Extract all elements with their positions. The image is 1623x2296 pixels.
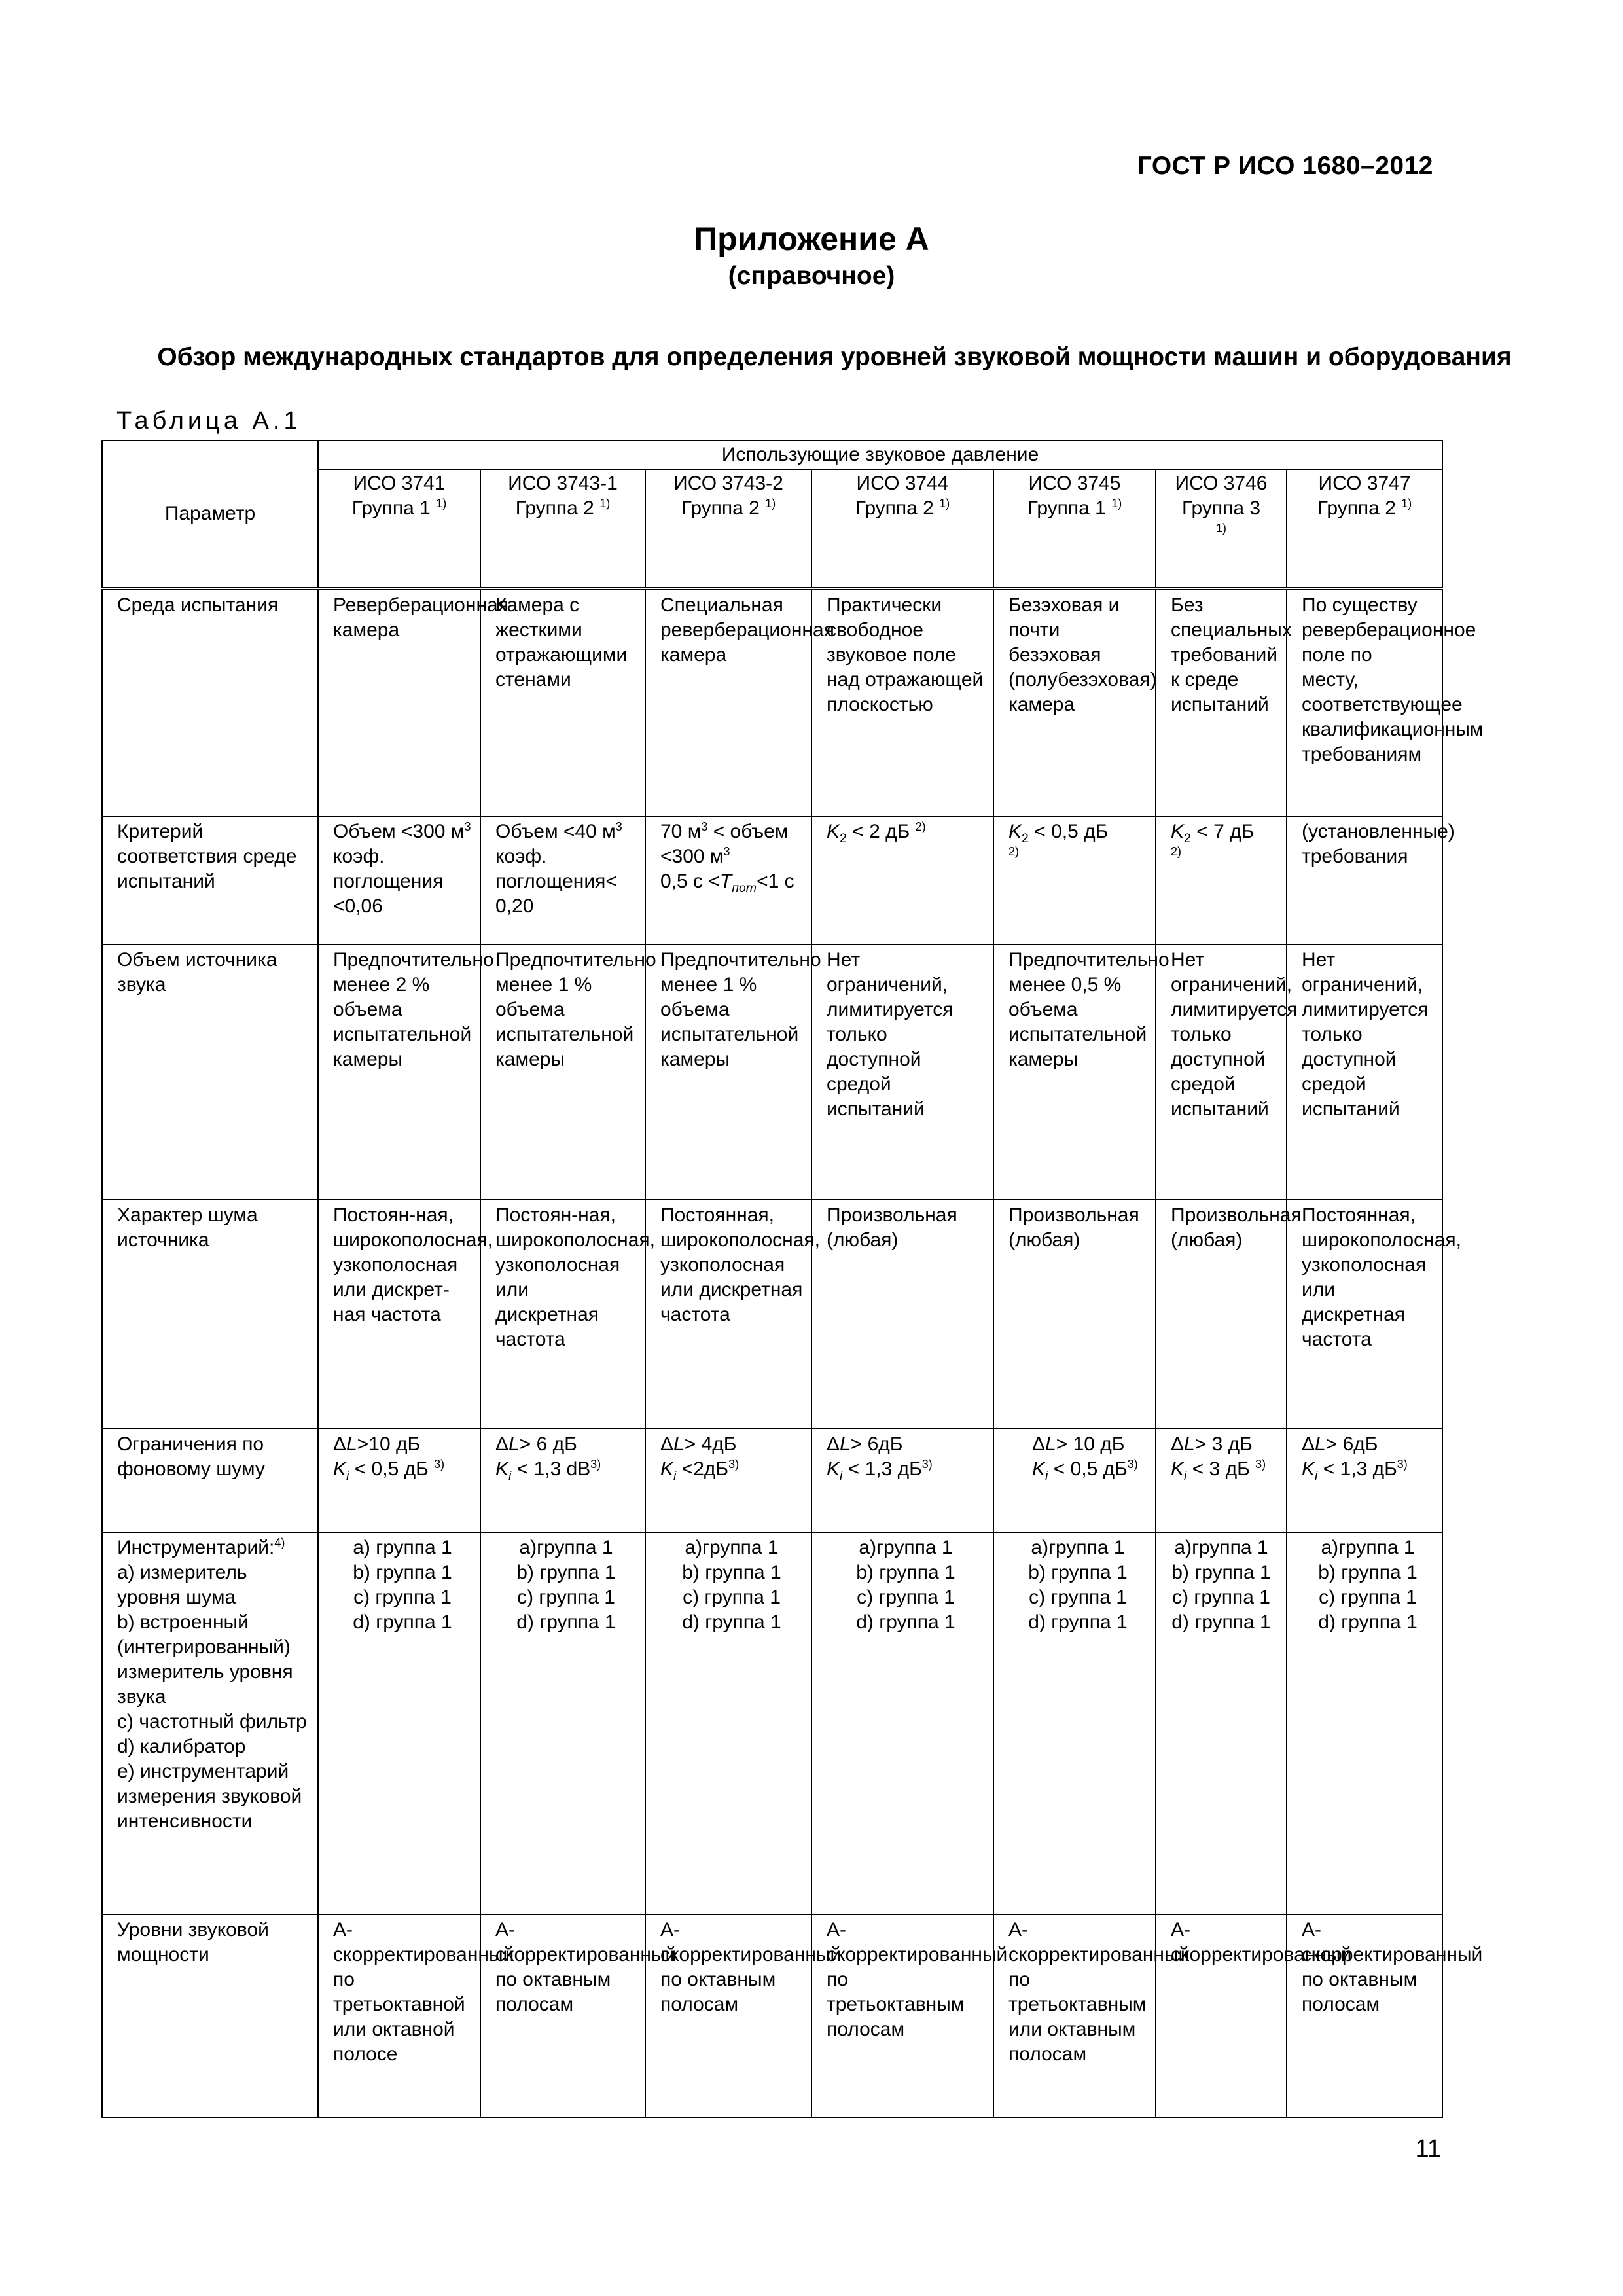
cell-text: > 4дБ [684, 1433, 737, 1455]
cell-text: а)группа 1 [519, 1537, 613, 1558]
superscript: 3 [464, 820, 471, 833]
std-name: ИСО 3743-2 [673, 473, 783, 494]
cell-text: >10 дБ [357, 1433, 421, 1455]
table-label: Таблица А.1 [116, 407, 302, 435]
cell-text: с) группа 1 [683, 1587, 781, 1608]
subscript: i [673, 1469, 677, 1483]
delta-symbol: Δ [1171, 1433, 1185, 1455]
symbol: L [346, 1433, 357, 1455]
symbol: K [1171, 1458, 1185, 1480]
subscript: 2 [1022, 831, 1029, 846]
cell-text: < 0,5 дБ [1028, 821, 1109, 842]
cell-text: < 1,3 дБ [1317, 1458, 1397, 1480]
subscript: i [346, 1469, 349, 1483]
document-code: ГОСТ Р ИСО 1680–2012 [1137, 152, 1433, 180]
table-cell [812, 1429, 993, 1532]
cell-text: b) встроенный (интегрированный) измеритель уровня звука [117, 1611, 293, 1708]
param-cell: Среда испытания [102, 588, 318, 816]
table-cell [318, 1532, 480, 1914]
superscript: 3 [615, 820, 622, 833]
row-instrumentation [102, 1532, 1442, 1914]
symbol: L [840, 1433, 851, 1455]
symbol: L [673, 1433, 685, 1455]
table-cell [480, 1532, 645, 1914]
symbol: K [1032, 1458, 1046, 1480]
cell-text: а) измеритель уровня шума [117, 1562, 247, 1608]
footnote-mark: 2) [1171, 845, 1182, 858]
cell-text: Инструментарий: [117, 1537, 275, 1558]
cell-text: коэф. поглощения <0,06 [333, 846, 444, 917]
table-cell: Постоян-ная, широкополосная, узкополосная или дискретная частота [480, 1200, 645, 1429]
table-cell: Нет ограничений, лимитируется только доступной средой испытаний [1156, 944, 1287, 1200]
footnote-mark: 1) [939, 497, 950, 510]
cell-text: а)группа 1 [685, 1537, 779, 1558]
cell-text: 0,5 с < [660, 870, 720, 892]
std-header-3747 [1287, 469, 1442, 588]
table-cell [318, 1429, 480, 1532]
superscript: 3 [701, 820, 708, 833]
superscript: 3 [723, 845, 730, 858]
table-cell [318, 816, 480, 944]
main-title: Обзор международных стандартов для определения уровней звуковой мощности машин и оборудования [157, 343, 1512, 371]
param-cell: Критерий соответствия среде испытаний [102, 816, 318, 944]
table-cell: Специальная реверберационная камера [645, 588, 812, 816]
std-group: Группа 2 [1317, 497, 1396, 519]
cell-text: < 1,3 дБ [842, 1458, 922, 1480]
header-row-1 [102, 440, 1442, 469]
cell-text: < 7 дБ [1190, 821, 1255, 842]
table-cell: А-скорректированный по октавным полосам [645, 1914, 812, 2117]
row-sound-power-levels [102, 1914, 1442, 2117]
cell-text: d) группа 1 [856, 1611, 955, 1633]
table-cell: Безэховая и почти безэховая (полубезэховая) камера [993, 588, 1156, 816]
std-name: ИСО 3741 [353, 473, 446, 494]
std-group: Группа 1 [1027, 497, 1106, 519]
symbol: T [719, 870, 732, 892]
cell-text: b) группа 1 [856, 1562, 955, 1583]
row-source-volume [102, 944, 1442, 1200]
footnote-mark: 4) [274, 1536, 285, 1549]
cell-text: с) частотный фильтр [117, 1711, 307, 1732]
std-name: ИСО 3743-1 [508, 473, 618, 494]
cell-text: Объем <40 м [495, 821, 616, 842]
table-cell: А-скорректированный по третьоктавной или октавной полосе [318, 1914, 480, 2117]
row-environment-criterion [102, 816, 1442, 944]
symbol: L [1045, 1433, 1056, 1455]
cell-text: е) инструментарий измерения звуковой интенсивности [117, 1761, 302, 1832]
std-group: Группа 3 [1181, 497, 1261, 519]
cell-text: > 6дБ [850, 1433, 903, 1455]
subscript: 2 [1184, 831, 1191, 846]
cell-text: > 6дБ [1325, 1433, 1378, 1455]
footnote-mark: 3) [1127, 1458, 1138, 1471]
cell-text: а)группа 1 [1174, 1537, 1268, 1558]
std-group: Группа 2 [681, 497, 760, 519]
footnote-mark: 3) [1397, 1458, 1408, 1471]
cell-text: < объем <300 м [660, 821, 789, 867]
subscript: i [1184, 1469, 1187, 1483]
table-cell [645, 1429, 812, 1532]
std-name: ИСО 3744 [856, 473, 949, 494]
subscript: i [840, 1469, 843, 1483]
std-header-3746 [1156, 469, 1287, 588]
table-cell [645, 816, 812, 944]
param-cell: Ограничения по фоновому шуму [102, 1429, 318, 1532]
table-cell: Без специальных требований к среде испытаний [1156, 588, 1287, 816]
table-cell [993, 1429, 1156, 1532]
cell-text: b) группа 1 [1028, 1562, 1128, 1583]
cell-text: < 1,3 dB [511, 1458, 591, 1480]
param-cell: Уровни звуковой мощности [102, 1914, 318, 2117]
table-cell: Постоянная, широкополосная, узкополосная или дискретная частота [645, 1200, 812, 1429]
symbol: K [1302, 1458, 1315, 1480]
table-cell: А-скорректированный по третьоктавным или октавным полосам [993, 1914, 1156, 2117]
footnote-mark: 3) [434, 1458, 445, 1471]
footnote-mark: 3) [590, 1458, 601, 1471]
cell-text: с) группа 1 [1319, 1587, 1417, 1608]
cell-text: <2дБ [676, 1458, 729, 1480]
symbol: L [508, 1433, 520, 1455]
std-header-3743-2 [645, 469, 812, 588]
delta-symbol: Δ [660, 1433, 674, 1455]
footnote-mark: 1) [1111, 497, 1122, 510]
symbol: K [827, 1458, 840, 1480]
table-cell: Произвольная (любая) [1156, 1200, 1287, 1429]
table-cell [1287, 1532, 1442, 1914]
footnote-mark: 3) [728, 1458, 740, 1471]
footnote-mark: 1) [765, 497, 776, 510]
table-cell [1156, 1429, 1287, 1532]
cell-text: с) группа 1 [1029, 1587, 1127, 1608]
symbol: L [1184, 1433, 1195, 1455]
symbol: K [827, 821, 840, 842]
cell-text: с) группа 1 [1172, 1587, 1270, 1608]
table-cell [993, 1532, 1156, 1914]
cell-text: <1 с [757, 870, 794, 892]
footnote-mark: 1) [599, 497, 611, 510]
table-cell: Камера с жесткими отражающими стенами [480, 588, 645, 816]
cell-text: < 0,5 дБ [349, 1458, 435, 1480]
page-number: 11 [1415, 2135, 1441, 2162]
cell-text: b) группа 1 [353, 1562, 452, 1583]
std-header-3741 [318, 469, 480, 588]
table-cell: А-скорректированный по третьоктавным полосам [812, 1914, 993, 2117]
table-cell: Нет ограничений, лимитируется только доступной средой испытаний [1287, 944, 1442, 1200]
cell-text: d) группа 1 [682, 1611, 781, 1633]
table-cell [645, 1532, 812, 1914]
cell-text: d) группа 1 [1171, 1611, 1271, 1633]
symbol: L [1315, 1433, 1326, 1455]
annex-subtitle: (справочное) [728, 262, 895, 290]
row-test-environment [102, 588, 1442, 816]
footnote-mark: 2) [1008, 845, 1020, 858]
param-cell: Характер шума источника [102, 1200, 318, 1429]
cell-text: d) группа 1 [353, 1611, 452, 1633]
symbol: K [1008, 821, 1022, 842]
cell-text: Объем <300 м [333, 821, 465, 842]
table-cell [993, 816, 1156, 944]
cell-text: > 3 дБ [1194, 1433, 1253, 1455]
table-cell: А-скорректированный [1156, 1914, 1287, 2117]
param-cell [102, 1532, 318, 1914]
cell-text: > 10 дБ [1056, 1433, 1125, 1455]
delta-symbol: Δ [1302, 1433, 1315, 1455]
delta-symbol: Δ [827, 1433, 840, 1455]
subscript: пот [732, 881, 757, 895]
table-cell: Предпочтительно менее 1 % объема испытательной камеры [645, 944, 812, 1200]
std-group: Группа 2 [855, 497, 934, 519]
cell-text: < 0,5 дБ [1048, 1458, 1128, 1480]
cell-text: > 6 дБ [519, 1433, 577, 1455]
std-group: Группа 1 [351, 497, 431, 519]
cell-text: а) группа 1 [353, 1537, 452, 1558]
subscript: i [508, 1469, 512, 1483]
table-cell: Постоянная, широкополосная, узкополосная или дискретная частота [1287, 1200, 1442, 1429]
row-noise-character [102, 1200, 1442, 1429]
cell-text: 70 м [660, 821, 702, 842]
table-cell: Произвольная (любая) [993, 1200, 1156, 1429]
table-cell [812, 1532, 993, 1914]
cell-text: < 3 дБ [1186, 1458, 1256, 1480]
table-cell: А-скорректированный по октавным полосам [480, 1914, 645, 2117]
symbol: K [495, 1458, 509, 1480]
table-cell [1287, 1429, 1442, 1532]
std-header-3745 [993, 469, 1156, 588]
symbol: K [1171, 821, 1185, 842]
table-cell: (установленные) требования [1287, 816, 1442, 944]
table-cell: Реверберационная камера [318, 588, 480, 816]
footnote-mark: 1) [1401, 497, 1412, 510]
std-group: Группа 2 [515, 497, 594, 519]
table-cell [480, 816, 645, 944]
row-background-noise [102, 1429, 1442, 1532]
subscript: 2 [840, 831, 847, 846]
cell-text: b) группа 1 [682, 1562, 781, 1583]
symbol: K [333, 1458, 347, 1480]
footnote-mark: 2) [915, 820, 926, 833]
standards-table [101, 440, 1484, 2118]
table-cell: Предпочтительно менее 1 % объема испытательной камеры [480, 944, 645, 1200]
table-cell: А-скорректированный по октавным полосам [1287, 1914, 1442, 2117]
delta-symbol: Δ [1032, 1433, 1046, 1455]
cell-text: с) группа 1 [857, 1587, 955, 1608]
annex-title: Приложение А [694, 221, 929, 257]
cell-text: с) группа 1 [353, 1587, 452, 1608]
subscript: i [1045, 1469, 1048, 1483]
std-header-3744 [812, 469, 993, 588]
cell-text: b) группа 1 [516, 1562, 616, 1583]
table-cell: Нет ограничений, лимитируется только доступной средой испытаний [812, 944, 993, 1200]
std-name: ИСО 3747 [1318, 473, 1411, 494]
table-cell: По существу реверберационное поле по месту, соответствующее квалификационным требованиям [1287, 588, 1442, 816]
cell-text: d) группа 1 [1028, 1611, 1128, 1633]
footnote-mark: 1) [1215, 522, 1226, 535]
cell-text: а)группа 1 [1031, 1537, 1125, 1558]
cell-text: с) группа 1 [517, 1587, 615, 1608]
cell-text: коэф. поглощения< 0,20 [495, 846, 617, 917]
cell-text: d) группа 1 [516, 1611, 616, 1633]
footnote-mark: 3) [1255, 1458, 1266, 1471]
table-cell [1156, 1532, 1287, 1914]
cell-text: b) группа 1 [1318, 1562, 1418, 1583]
std-name: ИСО 3745 [1028, 473, 1121, 494]
footnote-mark: 1) [436, 497, 447, 510]
param-header: Параметр [102, 440, 318, 588]
table-cell [812, 816, 993, 944]
table-cell: Предпочтительно менее 0,5 % объема испытательной камеры [993, 944, 1156, 1200]
std-name: ИСО 3746 [1175, 473, 1268, 494]
subscript: i [1315, 1469, 1318, 1483]
std-header-3743-1 [480, 469, 645, 588]
symbol: K [660, 1458, 674, 1480]
cell-text: а)группа 1 [1321, 1537, 1415, 1558]
param-cell: Объем источника звука [102, 944, 318, 1200]
table-cell: Предпочтительно менее 2 % объема испытательной камеры [318, 944, 480, 1200]
delta-symbol: Δ [495, 1433, 509, 1455]
table-cell [480, 1429, 645, 1532]
cell-text: а)группа 1 [859, 1537, 953, 1558]
table-cell: Практически свободное звуковое поле над отражающей плоскостью [812, 588, 993, 816]
cell-text: d) калибратор [117, 1736, 246, 1757]
table-cell: Произвольная (любая) [812, 1200, 993, 1429]
cell-text: d) группа 1 [1318, 1611, 1418, 1633]
table-cell: Постоян-ная, широкополосная, узкополосная или дискрет-ная частота [318, 1200, 480, 1429]
footnote-mark: 3) [921, 1458, 933, 1471]
delta-symbol: Δ [333, 1433, 347, 1455]
group-header: Использующие звуковое давление [318, 440, 1442, 469]
table-cell [1156, 816, 1287, 944]
cell-text: b) группа 1 [1171, 1562, 1271, 1583]
cell-text: < 2 дБ [846, 821, 916, 842]
